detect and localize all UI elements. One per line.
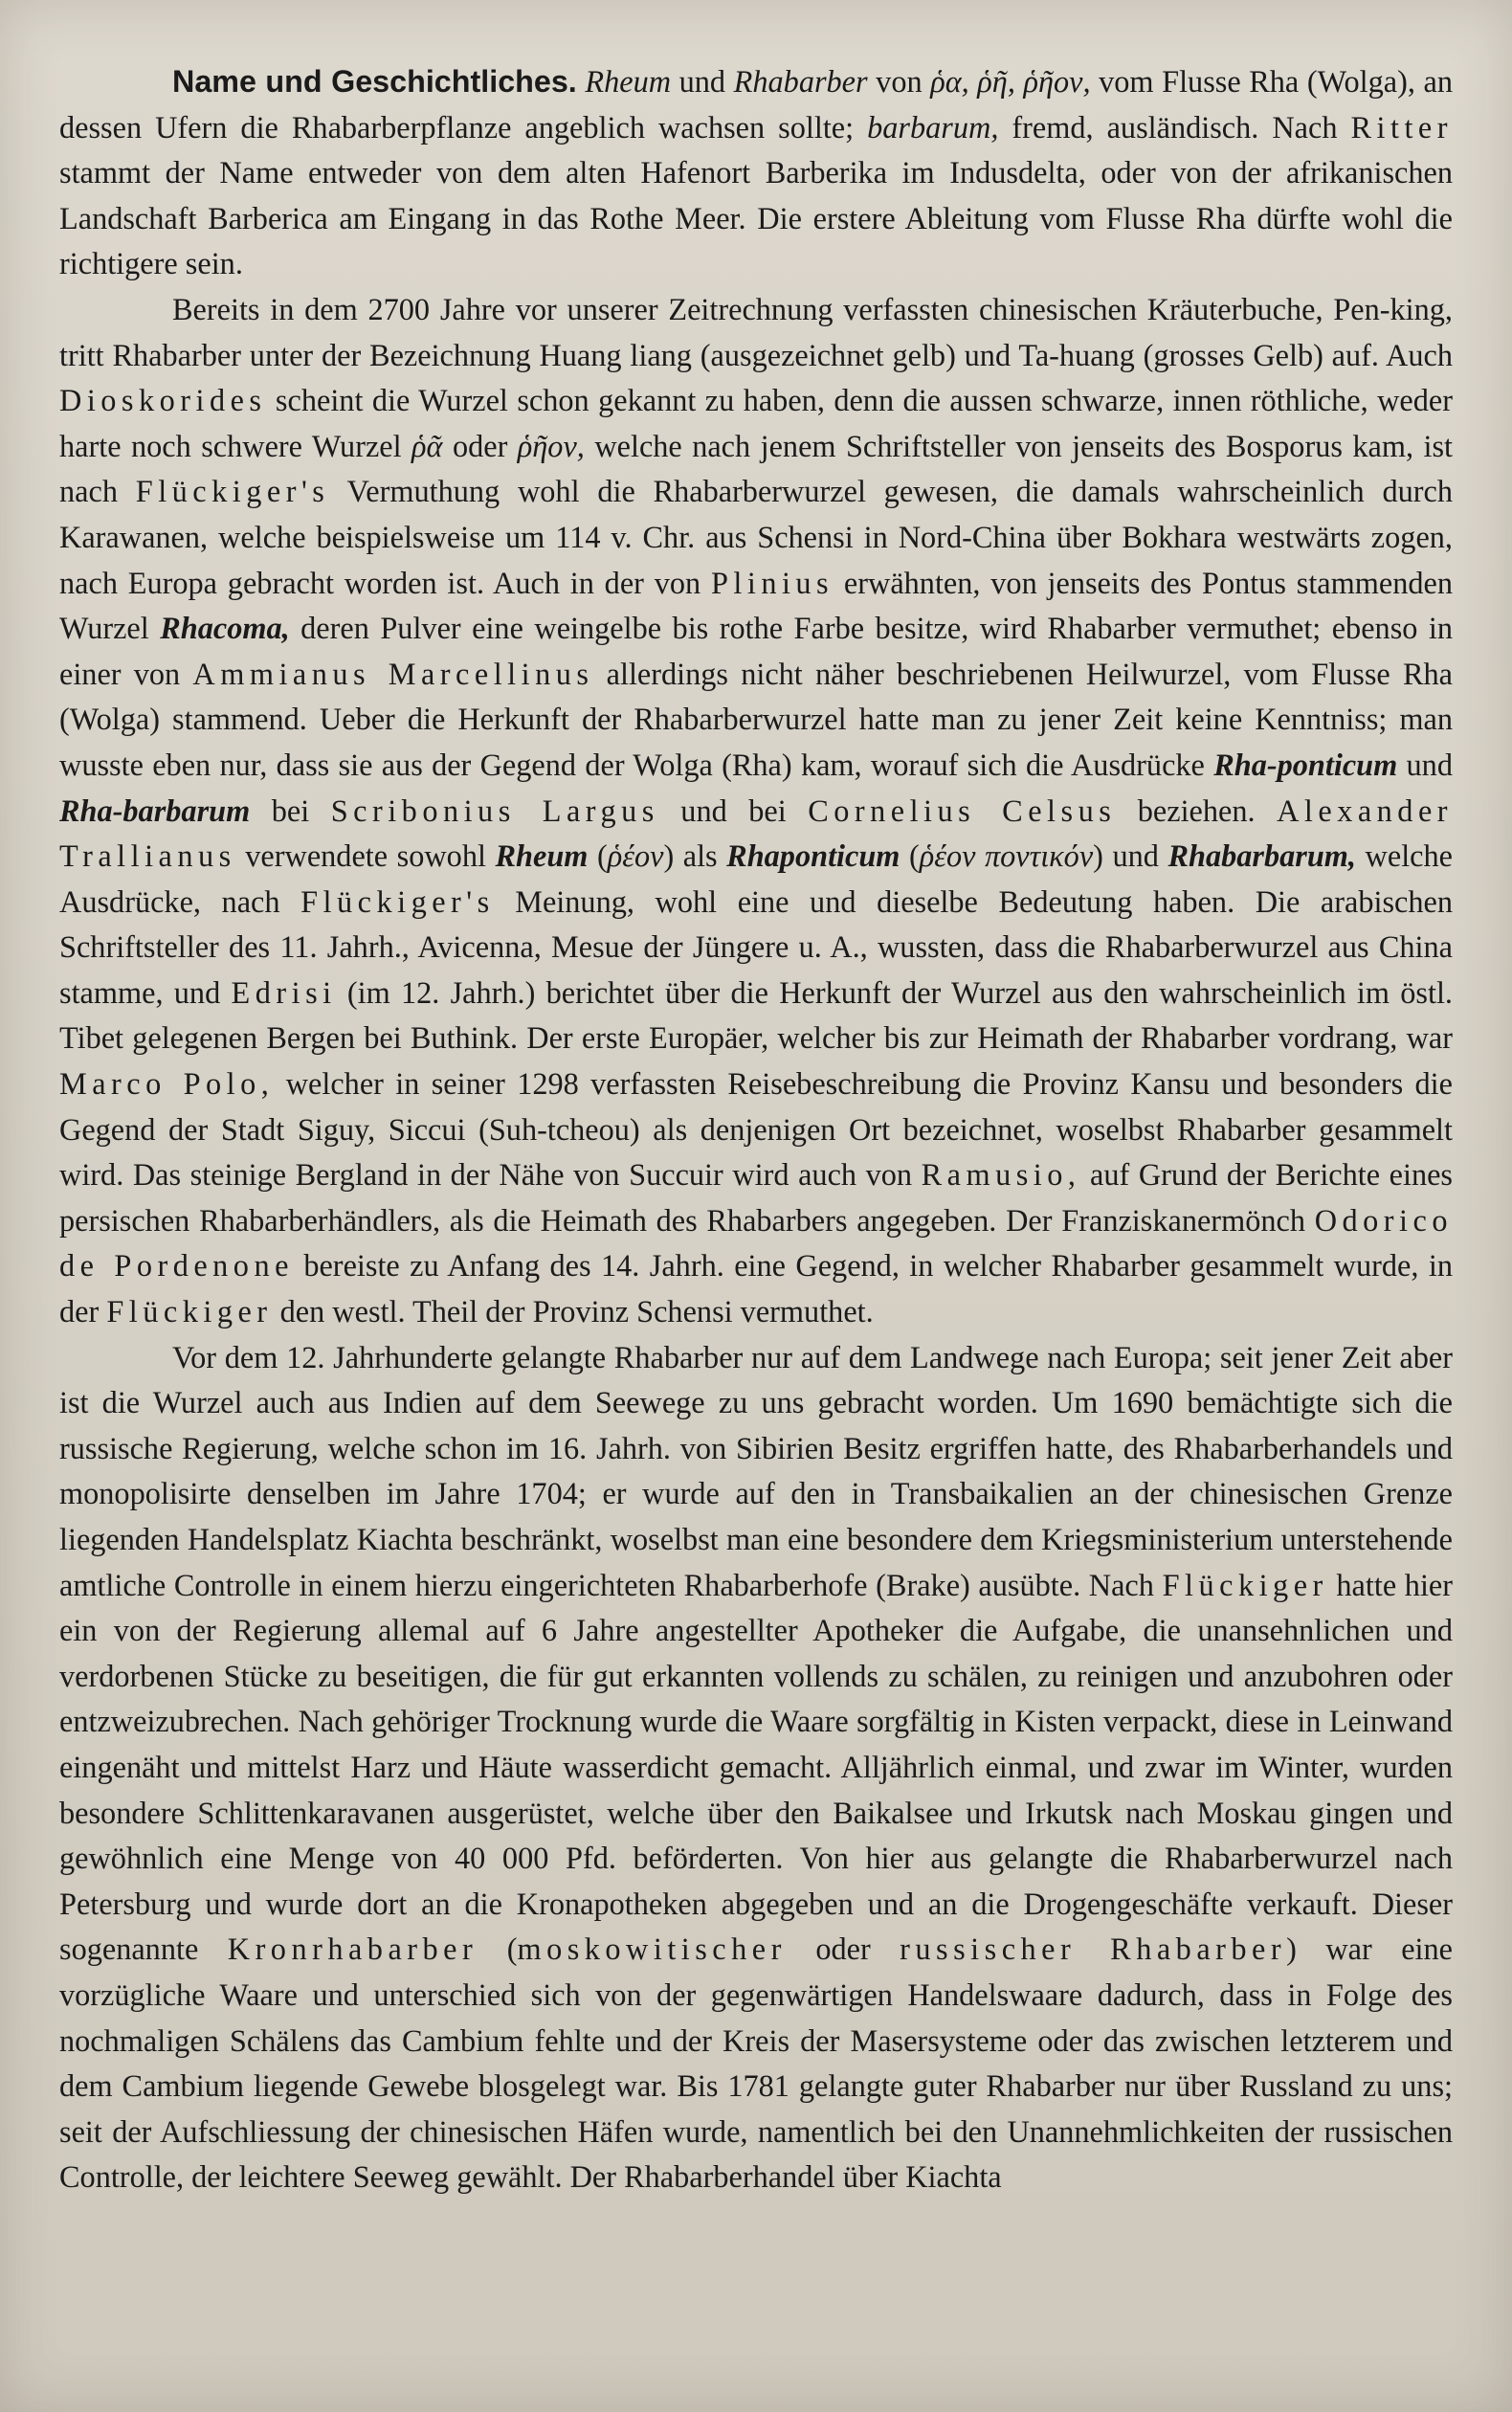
term-rhabarber: Rhabarber <box>733 64 868 99</box>
term-russischer-rhabarber: russischer Rhabarber <box>900 1932 1287 1967</box>
text-run: den westl. Theil der Provinz Schensi vermuthet. <box>272 1294 874 1329</box>
text-run: ( <box>900 838 920 874</box>
text-run: beziehen. <box>1116 793 1278 828</box>
term-rheum: Rheum <box>495 838 589 874</box>
author-edrisi: Edrisi <box>231 974 337 1010</box>
text-run: stammt der Name entweder von dem alten Hafenort Barberika im Indusdelta, oder von der afrikanischen Landschaft Barberica am Eingang in das Rothe Meer. Die erstere Ableitung vom Flusse Rha dürfte wohl die richtigere sein. <box>59 155 1453 281</box>
text-run: verwendete sowohl <box>235 838 496 874</box>
greek-term: ῥα, ῥῆ, ῥῆον, <box>930 64 1091 99</box>
text-run: ) als <box>663 838 727 874</box>
text-run: scheint die Wurzel schon gekannt zu haben, denn die aussen schwarze, innen röthliche, weder harte noch schwere Wurzel <box>59 383 1453 463</box>
text-run: von <box>867 64 931 99</box>
term-rhacoma: Rhacoma, <box>160 611 290 646</box>
author-celsus: Cornelius Celsus <box>808 793 1117 828</box>
text-run: deren Pulver eine weingelbe bis rothe Farbe besitze, wird Rhabarber vermuthet; ebenso in einer von <box>59 611 1453 691</box>
text-run: auf Grund der Berichte eines persischen Rhabarberhändlers, als die Heimath des Rhabarbers angegeben. Der Franziskanermönch <box>59 1157 1453 1238</box>
author-flueckiger: Flückiger's <box>135 474 330 509</box>
text-run: bereiste zu Anfang des 14. Jahrh. eine Gegend, in welcher Rhabarber gesammelt wurde, in der <box>59 1248 1453 1329</box>
text-run: Vermuthung wohl die Rhabarberwurzel gewesen, die damals wahrscheinlich durch Karawanen, welche beispielsweise um 114 v. Chr. aus Schensi in Nord-China über Bokhara westwärts zogen, nach Europa gebracht worden ist. Auch in der von <box>59 474 1454 600</box>
text-run: bei <box>250 793 331 828</box>
text-run: welche Ausdrücke, nach <box>59 838 1453 919</box>
text-run: welche nach jenem Schriftsteller von jenseits des Bosporus kam, ist nach <box>59 428 1453 509</box>
text-run: erwähnten, von jenseits des Pontus stammenden Wurzel <box>59 565 1453 646</box>
section-heading: Name und Geschichtliches. <box>172 64 577 99</box>
text-run: ( <box>478 1932 518 1967</box>
term-kronrhabarber: Kronrhabarber <box>227 1932 478 1967</box>
greek-term: ῥέον <box>607 838 664 874</box>
text-run: Vor dem 12. Jahrhunderte gelangte Rhabarber nur auf dem Landwege nach Europa; seit jener Zeit aber ist die Wurzel auch aus Indien auf dem Seewege zu uns gebracht worden. Um 1690 bemächtigte sich die russische Regierung, welche schon im 16. Jahrh. von Sibirien Besitz ergriffen hatte, des Rhabarberhandels und monopolisirte denselben im Jahre 1704; er wurde auf den in Transbaikalien an der chinesischen Grenze liegenden Handelsplatz Kiachta beschränkt, woselbst man eine besondere dem Kriegsministerium unterstehende amtliche Controlle in einem hierzu eingerichteten Rhabarberhofe (Brake) ausübte. Nach <box>59 1339 1453 1602</box>
text-run: u. A., wussten, dass die Rhabarberwurzel aus China stamme, und <box>59 929 1453 1010</box>
paragraph-early-history <box>59 287 1453 1335</box>
text-run: (im 12. Jahrh.) berichtet über die Herkunft der Wurzel aus den wahrscheinlich im östl. Tibet gelegenen Bergen bei Buthink. Der erste Europäer, welcher bis zur Heimath der Rhabarber vordrang, war <box>59 974 1454 1056</box>
text-run: oder <box>786 1932 901 1967</box>
author-ammianus: Ammianus Marcellinus <box>192 656 594 691</box>
author-dioskorides: Dioskorides <box>59 383 267 418</box>
author-ritter: Ritter <box>1350 109 1453 145</box>
greek-term: ῥῆον, <box>517 428 585 463</box>
term-rhaponticum: Rhaponticum <box>726 838 901 874</box>
text-run: allerdings nicht näher beschriebenen Heilwurzel, vom Flusse Rha (Wolga) stammend. Ueber die Herkunft der Rhabarberwurzel hatte man zu jener Zeit keine Kenntniss; man wusste eben nur, dass sie aus der Gegend der Wolga (Rha) kam, worauf sich die Ausdrücke <box>59 656 1453 782</box>
term-rha-ponticum: Rha-ponticum <box>1213 747 1398 782</box>
paragraph-trade-history <box>59 1335 1453 2200</box>
term-rha-barbarum: Rha-barbarum <box>59 793 251 828</box>
text-run: fremd, ausländisch. Nach <box>998 109 1351 145</box>
text-run: und <box>1397 747 1453 782</box>
text-run: oder <box>442 428 518 463</box>
text-run: Meinung, wohl eine und dieselbe Bedeutung haben. Die arabischen Schriftsteller des 11. Jahrh., <box>59 883 1453 965</box>
author-marco-polo: Marco Polo, <box>59 1066 275 1102</box>
text-run: ( <box>588 838 608 874</box>
author-odorico: Odorico de Pordenone <box>59 1202 1453 1284</box>
author-flueckiger: Flückiger <box>106 1294 273 1329</box>
author-plinius: Plinius <box>710 565 834 600</box>
author-alexander: Alexander Trallianus <box>59 793 1454 874</box>
term-moskowitischer: moskowitischer <box>517 1932 787 1967</box>
author-avicenna: Avicenna, Mesue der Jüngere <box>417 929 789 965</box>
paragraph-name-history <box>59 59 1453 287</box>
term-barbarum: barbarum, <box>867 109 999 145</box>
body-text <box>59 59 1453 2200</box>
text-run: Bereits in dem 2700 Jahre vor unserer Zeitrechnung verfassten chinesischen Kräuterbuche, Pen-king, tritt Rhabarber unter der Bezeichnung Huang liang (ausgezeichnet gelb) und Ta-huang (grosses Gelb) auf. Auch <box>59 291 1453 372</box>
author-scribonius: Scribonius Largus <box>330 793 659 828</box>
text-run: ) war eine vorzügliche Waare und unterschied sich von der gegenwärtigen Handelswaare dadurch, dass in Folge des nochmaligen Schälens das Cambium fehlte und der Kreis der Masersysteme oder das zwischen letzterem und dem Cambium liegende Gewebe blosgelegt war. Bis 1781 gelangte guter Rhabarber nur über Russland zu uns; seit der Aufschliessung der chinesischen Häfen wurde, namentlich bei den Unannehmlichkeiten der russischen Controlle, der leichtere Seeweg gewählt. Der Rhabarberhandel über Kiachta <box>59 1932 1453 2195</box>
text-run: welcher in seiner 1298 verfassten Reisebeschreibung die Provinz Kansu und besonders die Gegend der Stadt Siguy, Siccui (Suh-tcheou) als denjenigen Ort bezeichnet, woselbst Rhabarber gesammelt wird. Das steinige Bergland in der Nähe von Succuir wird auch von <box>59 1066 1453 1193</box>
term-rheum: Rheum <box>585 64 672 99</box>
text-run: hatte hier ein von der Regierung allemal auf 6 Jahre angestellter Apotheker die Aufgabe, die unansehnlichen und verdorbenen Stücke zu beseitigen, die für gut erkannten vollends zu schälen, zu reinigen und anzubohren oder entzweizubrechen. Nach gehöriger Trocknung wurde die Waare sorgfältig in Kisten verpackt, diese in Leinwand eingenäht und mittelst Harz und Häute wasserdicht gemacht. Alljährlich einmal, und zwar im Winter, wurden besondere Schlittenkaravanen ausgerüstet, welche über den Baikalsee und Irkutsk nach Moskau gingen und gewöhnlich eine Menge von 40 000 Pfd. beförderten. Von hier aus gelangte die Rhabarberwurzel nach Petersburg und wurde dort an die Kronapotheken abgegeben und an die Drogengeschäfte verkauft. Dieser sogenannte <box>59 1567 1454 1967</box>
author-ramusio: Ramusio, <box>921 1157 1081 1193</box>
text-run: und bei <box>658 793 809 828</box>
author-flueckiger: Flückiger's <box>300 883 495 919</box>
term-rhabarbarum: Rhabarbarum, <box>1167 838 1356 874</box>
text-run: und <box>671 64 734 99</box>
author-flueckiger: Flückiger <box>1162 1567 1328 1602</box>
text-run: vom Flusse Rha (Wolga), an dessen Ufern die Rhabarberpflanze angeblich wachsen sollte; <box>59 64 1453 145</box>
greek-term: ῥέον ποντικόν <box>919 838 1094 874</box>
greek-term: ῥᾶ <box>411 428 443 463</box>
text-run: ) und <box>1093 838 1168 874</box>
